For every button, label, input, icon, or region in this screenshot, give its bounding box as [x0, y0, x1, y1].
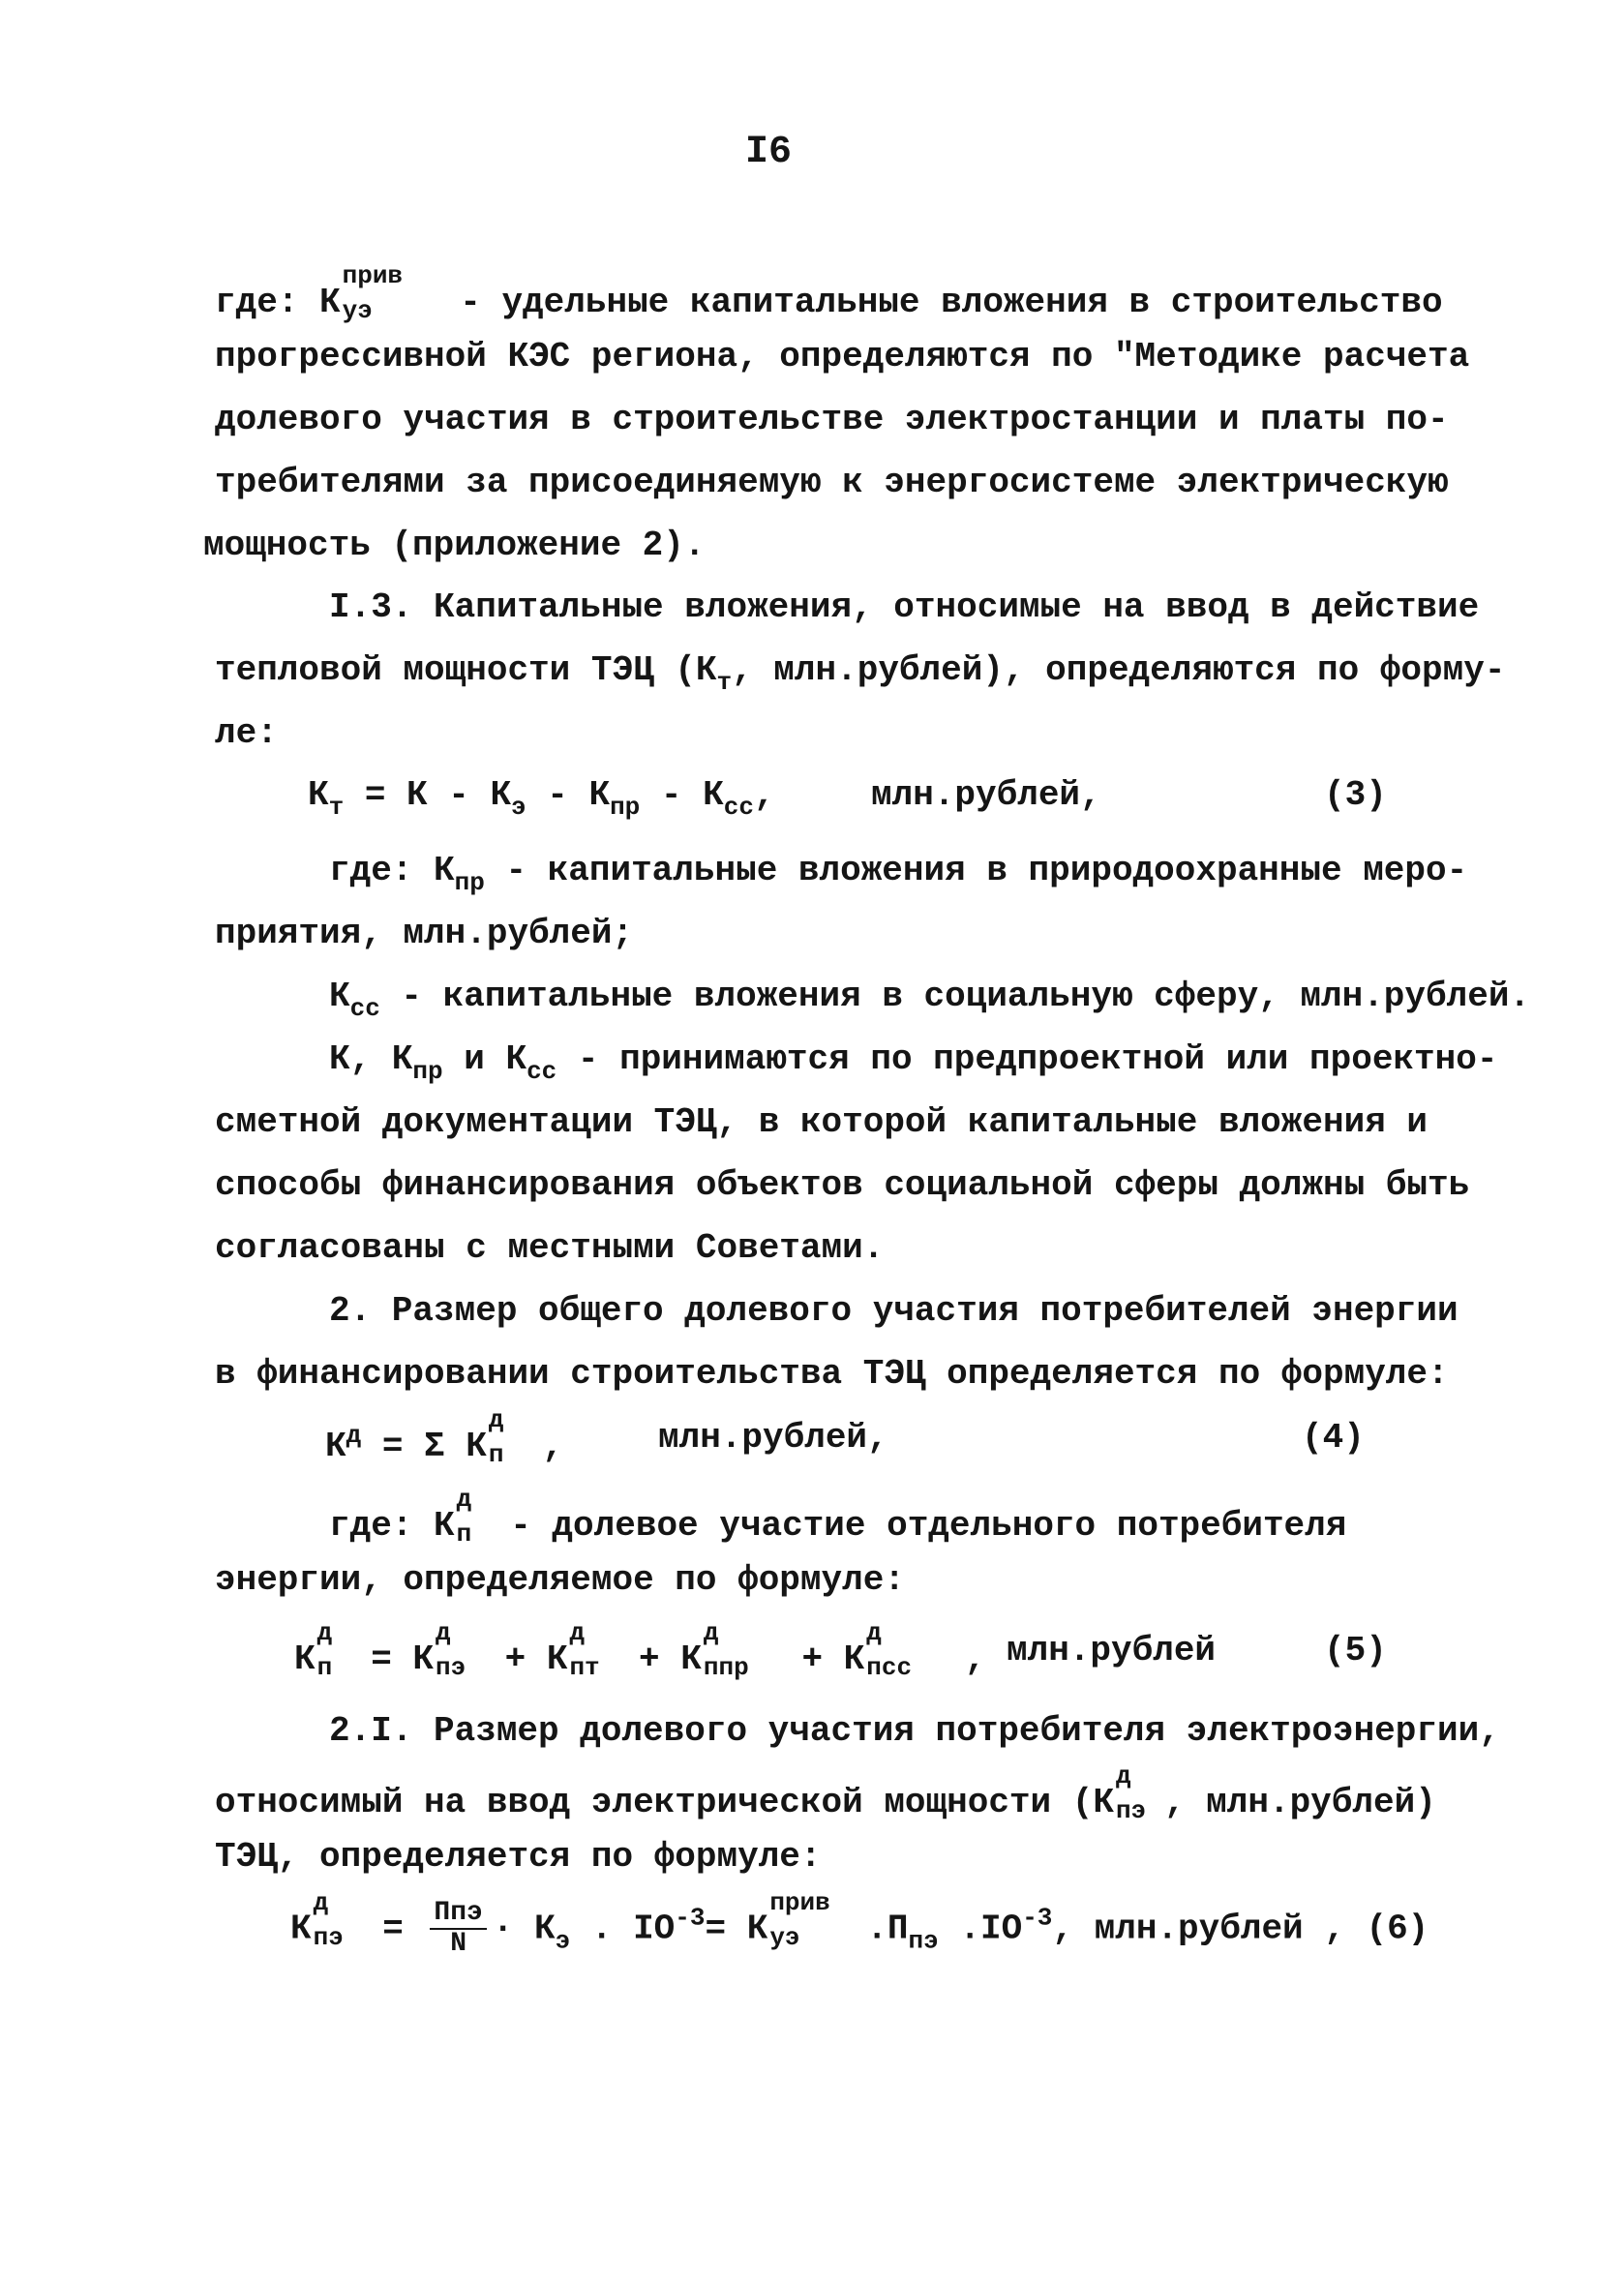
- line-8: ле:: [215, 713, 278, 753]
- section-2-1-line-2: относимый на ввод электрической мощности (К д пэ , млн.рублей): [215, 1761, 1436, 1825]
- formula-4-unit: млн.рублей,: [658, 1418, 888, 1458]
- line-4: требителями за присоединяемую к энергосистеме электрическую: [215, 463, 1449, 502]
- where-3-line-5: сметной документации ТЭЦ, в которой капитальные вложения и: [215, 1102, 1429, 1142]
- where-3-line-6: способы финансирования объектов социальной сферы должны быть: [215, 1165, 1470, 1205]
- formula-3-unit: млн.рублей,: [871, 775, 1101, 815]
- formula-6: К д пэ = $\frac{\text{Ппэ}}{N}$ · $К_э$ . $IO^{-3}= К$ прив уэ $.П_{пэ}$ $.IO^{-3}$, млн.рублей , (6): [290, 1887, 1429, 1959]
- section-2-line-2: в финансировании строительства ТЭЦ определяется по формуле:: [215, 1354, 1449, 1394]
- formula-5: К д п = К д пэ + К д пт + К д ппр + К д псс ,: [294, 1618, 986, 1682]
- page-number: I6: [745, 131, 793, 174]
- formula-5-number: (5): [1324, 1631, 1387, 1670]
- section-1-3: I.3. Капитальные вложения, относимые на ввод в действие: [329, 587, 1480, 627]
- section-2-1-line-1: 2.I. Размер долевого участия потребителя электроэнергии,: [329, 1711, 1500, 1751]
- line-3: долевого участия в строительстве электростанции и платы по-: [215, 400, 1449, 439]
- section-2-line-1: 2. Размер общего долевого участия потребителей энергии: [329, 1291, 1459, 1331]
- section-2-1-line-3: ТЭЦ, определяется по формуле:: [215, 1837, 822, 1877]
- formula-5-unit: млн.рублей: [1007, 1631, 1217, 1670]
- formula-3: $К_т = К - К_э - К_{пр} - К_{сс}$,: [308, 775, 775, 822]
- formula-6-fraction: $\frac{\text{Ппэ}}{N}$: [430, 1899, 486, 1959]
- where-3-line-7: согласованы с местными Советами.: [215, 1228, 885, 1268]
- formula-4: $К^д = \Sigma$ К д п ,: [325, 1405, 564, 1469]
- line-1: где: К прив уэ - удельные капитальные вложения в строительство: [215, 261, 1443, 325]
- formula-4-number: (4): [1302, 1418, 1365, 1458]
- formula-3-number: (3): [1324, 775, 1387, 815]
- line-5: мощность (приложение 2).: [203, 526, 706, 565]
- line-7: тепловой мощности ТЭЦ ($К_т$, млн.рублей), определяются по форму-: [215, 650, 1506, 697]
- where-3-line-3: $К_{сс}$ - капитальные вложения в социальную сферу, млн.рублей.: [329, 977, 1531, 1023]
- where-3-line-2: приятия, млн.рублей;: [215, 914, 634, 953]
- where-3-line-4: К, $К_{пр}$ и $К_{сс}$ - принимаются по предпроектной или проектно-: [329, 1039, 1498, 1086]
- where-4-line-1: где: К д п - долевое участие отдельного потребителя: [329, 1485, 1347, 1549]
- where-3-line-1: где: $К_{пр}$ - капитальные вложения в природоохранные меро-: [329, 851, 1468, 897]
- where-4-line-2: энергии, определяемое по формуле:: [215, 1560, 905, 1600]
- line-2: прогрессивной КЭС региона, определяются по "Методике расчета: [215, 337, 1470, 376]
